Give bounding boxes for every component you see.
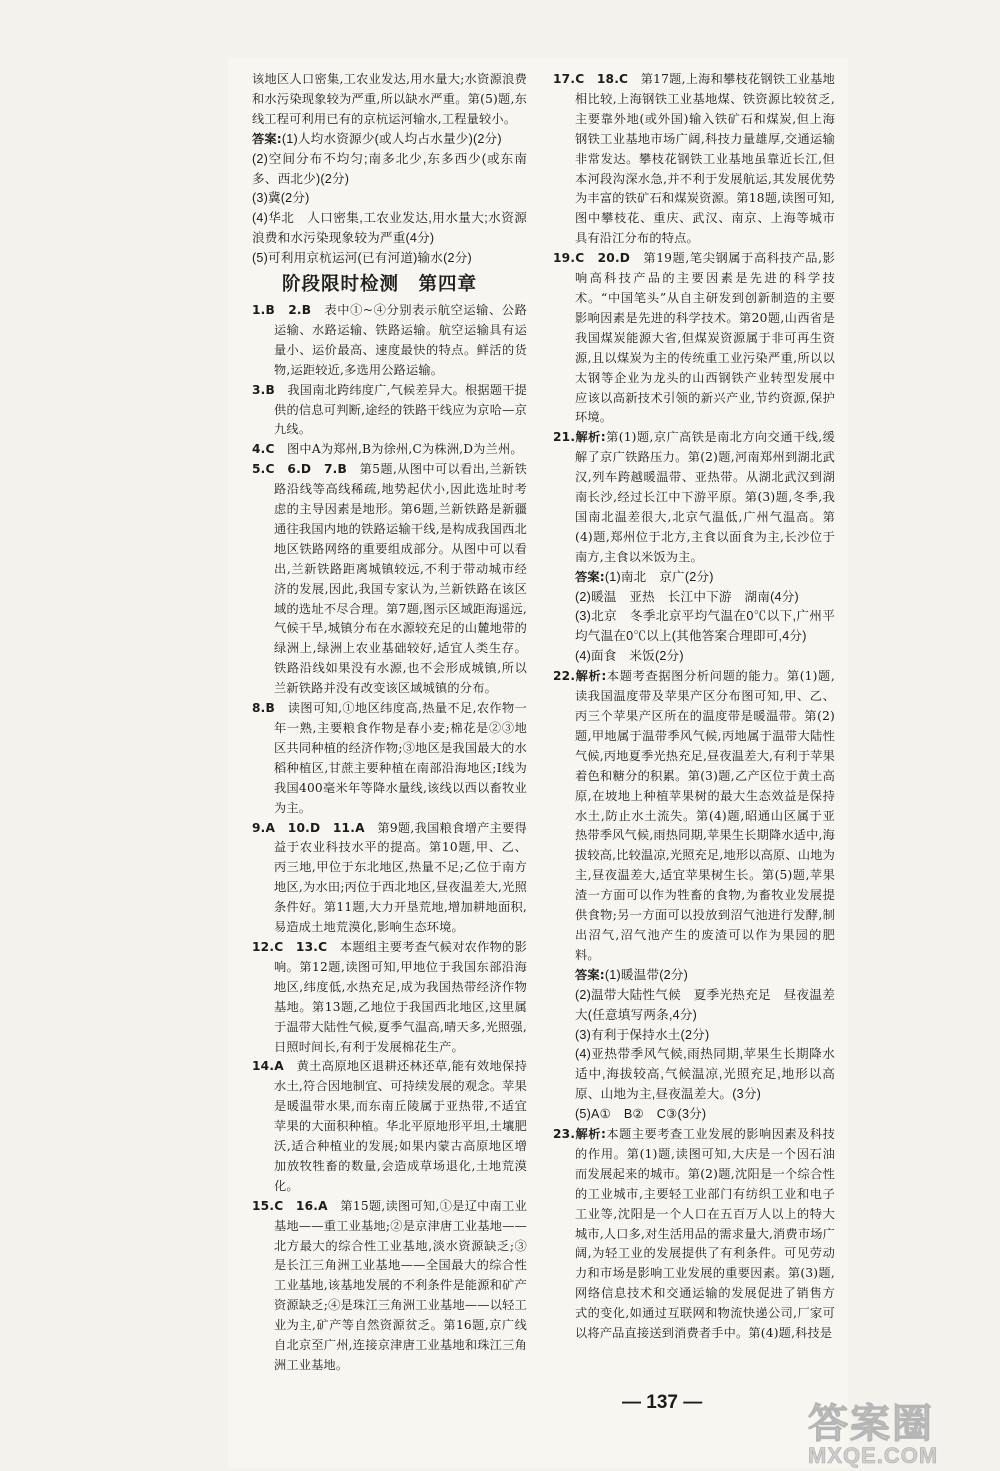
answer-line: (2)温带大陆性气候 夏季光热充足 昼夜温差大(任意填写两条,4分) (575, 987, 835, 1022)
question-text: 图中A为郑州,B为徐州,C为株洲,D为兰州。 (287, 442, 523, 457)
question-text: 第15题,读图可知,①是辽中南工业基地——重工业基地;②是京津唐工业基地——北方最大的综合性工业基地,淡水资源缺乏;③是长江三角洲工业基地——全国最大的综合性工业基地,该基地发展的不利条件是能源和矿产资源缺乏;④是珠江三角洲工业基地——以轻工业为主,矿产等自然资源贫乏。第16题,京广线自北京至广州,连接京津唐工业基地和珠江三角洲工业基地。 (274, 1198, 528, 1372)
answer-line: (4)亚热带季风气候,雨热同期,苹果生长期降水适中,海拔较高,气候温凉,光照充足,地形以高原、山地为主,昼夜温差大。(3分) (575, 1047, 835, 1102)
question-item (553, 1125, 835, 1344)
question-text: 第9题,我国粮食增产主要得益于农业科技水平的提高。第10题,甲、乙、丙三地,甲位于东北地区,热量不足;乙位于南方地区,为水田;丙位于西北地区,昼夜温差大,光照条件好。第11题,大力开垦荒地,增加耕地面积,易造成土地荒漠化,影响生态环境。 (274, 820, 528, 935)
question-number: 1.B 2.B (252, 302, 312, 317)
question-text: 第19题,笔尖钢属于高科技产品,影响高科技产品的主要因素是先进的科学技术。“中国笔头”从自主研发到创新制造的主要影响因素是先进的科学技术。第20题,山西省是我国煤炭能源大省,但煤炭资源属于非可再生资源,且以煤炭为主的传统重工业污染严重,所以以太钢等企业为龙头的山西钢铁产业转型发展中应该以高新技术引领的新兴产业,节约资源,保护环境。 (575, 251, 836, 425)
question-item (252, 460, 527, 699)
question-number: 12.C 13.C (252, 939, 328, 954)
question-number: 8.B (252, 701, 275, 716)
question-number: 14.A (252, 1059, 284, 1074)
answer-line: (4)面食 米饭(2分) (575, 649, 684, 664)
question-text: 本题考查据图分析问题的能力。第(1)题,读我国温度带及苹果产区分布图可知,甲、乙、丙三个苹果产区所在的温度带是暖温带。第(2)题,甲地属于温带季风气候,丙地属于温带大陆性气候,丙地夏季光热充足,昼夜温差大,有利于苹果着色和糖分的积累。第(3)题,乙产区位于黄土高原,在坡地上种植苹果树的最大生态效益是保持水土,防止水土流失。第(4)题,昭通山区属于亚热带季风气候,雨热同期,苹果生长期降水适中,海拔较高,比较温凉,光照充足,地形以高原、山地为主,昼夜温差大,适宜苹果树生长。第(5)题,苹果渣一方面可以作为牲畜的食物,为畜牧业发展提供食物;另一方面可以投放到沼气池进行发酵,制出沼气,沼气池产生的废渣可以作为果园的肥料。 (575, 669, 835, 962)
analysis-label: 解析: (575, 669, 607, 684)
question-number: 15.C 16.A (252, 1198, 328, 1213)
answer-line: (2)暖温 亚热 长江中下游 湖南(4分) (575, 589, 799, 604)
question-number: 3.B (252, 382, 275, 397)
answer-line-5: (5)可利用京杭运河(已有河道)输水(2分) (252, 251, 472, 266)
question-item (553, 667, 835, 966)
analysis-label: 解析: (575, 430, 606, 445)
answer-line-4: (4)华北 人口密集,工农业发达,用水量大;水资源浪费和水污染现象较为严重(4分) (252, 211, 527, 246)
answer-line-1: (1)人均水资源少(或人均占水量少)(2分) (281, 131, 502, 146)
intro-paragraph: 该地区人口密集,工农业发达,用水量大;水资源浪费和水污染现象较为严重,所以缺水严重。第(5)题,东线工程可利用已有的京杭运河输水,工程量较小。 (252, 72, 527, 126)
question-text: 读图可知,①地区纬度高,热量不足,农作物一年一熟,主要粮食作物是春小麦;棉花是②③地区共同种植的经济作物;③地区是我国最大的水稻种植区,甘蔗主要种植在南部沿海地区;Ⅰ线为我国400毫米年等降水量线,该线以西以畜牧业为主。 (274, 701, 527, 815)
question-item (252, 301, 527, 381)
question-item (553, 70, 835, 249)
answer-line: (1)暖温带(2分) (604, 967, 689, 982)
question-text: 第17题,上海和攀枝花钢铁工业基地相比较,上海钢铁工业基地煤、铁资源比较贫乏,主要靠外地(或外国)输入铁矿石和煤炭,但上海钢铁工业基地市场广阔,科技力量雄厚,交通运输非常发达。攀枝花钢铁工业基地虽靠近长江,但本河段沟深水急,并不利于发展航运,其发展优势为丰富的铁矿石和煤炭资源。第18题,读图可知,图中攀枝花、重庆、武汉、南京、上海等城市具有沿江分布的特点。 (575, 72, 835, 246)
watermark-logo-text: 答案圈 (808, 1401, 934, 1447)
question-item (252, 1197, 527, 1376)
question-item (252, 699, 527, 818)
page-number: — 137 — (622, 1392, 703, 1413)
answer-line-3: (3)冀(2分) (252, 191, 310, 206)
question-text: 本题组主要考查气候对农作物的影响。第12题,读图可知,甲地位于我国东部沿海地区,纬度低,水热充足,成为我国热带经济作物基地。第13题,乙地位于我国西北地区,这里属于温带大陆性气候,夏季气温高,晴天多,光照强,日照时间长,有利于发展棉花生产。 (274, 939, 528, 1054)
watermark-url: MXQE.COM (808, 1443, 939, 1468)
question-number: 23. (553, 1127, 576, 1142)
answer-line: (1)南北 京广(2分) (604, 569, 714, 584)
answer-label: 答案: (252, 131, 282, 146)
question-text: 第5题,从图中可以看出,兰新铁路沿线等高线稀疏,地势起伏小,因此选址时考虑的主导因素是地形。第6题,兰新铁路是新疆通往我国内地的铁路运输干线,是构成我国西北地区铁路网络的重要组成部分。从图中可以看出,兰新铁路距离城镇较远,不利于带动城市经济的发展,因此,我国专家认为,兰新铁路在该区域的选址不尽合理。第7题,图示区域距海遥远,气候干旱,城镇分布在水源较充足的山麓地带的绿洲上,绿洲上农业基础较好,适宜人类生存。铁路沿线如果没有水源,也不会形成城镇,所以兰新铁路并没有改变该区域城镇的分布。 (274, 462, 527, 696)
question-number: 17.C 18.C (553, 72, 629, 86)
answer-line: (5)A① B② C③(3分) (575, 1107, 707, 1122)
answer-line-2: (2)空间分布不均匀;南多北少,东多西少(或东南多、西北少)(2分) (252, 151, 527, 186)
answer-line: (3)有利于保持水土(2分) (575, 1027, 710, 1042)
question-item (252, 819, 527, 938)
left-column (252, 70, 527, 1376)
answer-label: 答案: (575, 569, 605, 584)
question-number: 22. (553, 669, 576, 684)
question-item (252, 440, 527, 460)
question-number: 9.A 10.D 11.A (252, 820, 365, 835)
site-watermark (808, 1392, 998, 1470)
answer-line: (3)北京 冬季北京平均气温在0℃以下,广州平均气温在0℃以上(其他答案合理即可,4分) (575, 609, 835, 644)
question-item (252, 938, 527, 1057)
question-text: 本题主要考查工业发展的影响因素及科技的作用。第(1)题,读图可知,大庆是一个因石油而发展起来的城市。第(2)题,沈阳是一个综合性的工业城市,主要轻工业部门有纺织工业和电子工业等,沈阳是一个人口在五百万人以上的特大城市,人口多,对生活用品的需求量大,消费市场广阔,为轻工业的发展提供了有利条件。可见劳动力和市场是影响工业发展的重要因素。第(3)题,网络信息技术和交通运输的发展促进了销售方式的变化,如通过互联网和物流快递公司,厂家可以将产品直接送到消费者手中。第(4)题,科技是 (575, 1127, 835, 1341)
question-text: 黄土高原地区退耕还林还草,能有效地保持水土,符合因地制宜、可持续发展的观念。苹果是暖温带水果,而东南丘陵属于亚热带,不适宜苹果的大面积种植。华北平原地形平坦,土壤肥沃,适合种植业的发展;如果内蒙古高原地区增加放牧牲畜的数量,会造成草场退化,土地荒漠化。 (274, 1059, 527, 1193)
question-number: 21. (553, 430, 576, 445)
question-number: 19.C 20.D (553, 251, 631, 266)
answer-label: 答案: (575, 967, 605, 982)
question-item (252, 1057, 527, 1196)
question-item (252, 381, 527, 441)
right-column (553, 70, 835, 1344)
question-item (553, 249, 835, 428)
question-text: 表中①~④分别表示航空运输、公路运输、水路运输、铁路运输。航空运输具有运量小、运价最高、速度最快的特点。鲜活的货物,运距较近,多选用公路运输。 (274, 302, 527, 377)
section-title: 阶段限时检测 第四章 (282, 274, 478, 296)
question-number: 5.C 6.D 7.B (252, 462, 347, 477)
question-text: 我国南北跨纬度广,气候差异大。根据题干提供的信息可判断,途经的铁路干线应为京哈—京九线。 (274, 382, 527, 437)
question-text: 第(1)题,京广高铁是南北方向交通干线,缓解了京广铁路压力。第(2)题,河南郑州到湖北武汉,列车跨越暖温带、亚热带。从湖北武汉到湖南长沙,经过长江中下游平原。第(3)题,冬季,我国南北温差很大,北京气温低,广州气温高。第(4)题,郑州位于北方,主食以面食为主,长沙位于南方,主食以米饭为主。 (575, 430, 835, 564)
question-number: 4.C (252, 442, 275, 457)
question-item (553, 428, 835, 567)
analysis-label: 解析: (575, 1127, 607, 1142)
